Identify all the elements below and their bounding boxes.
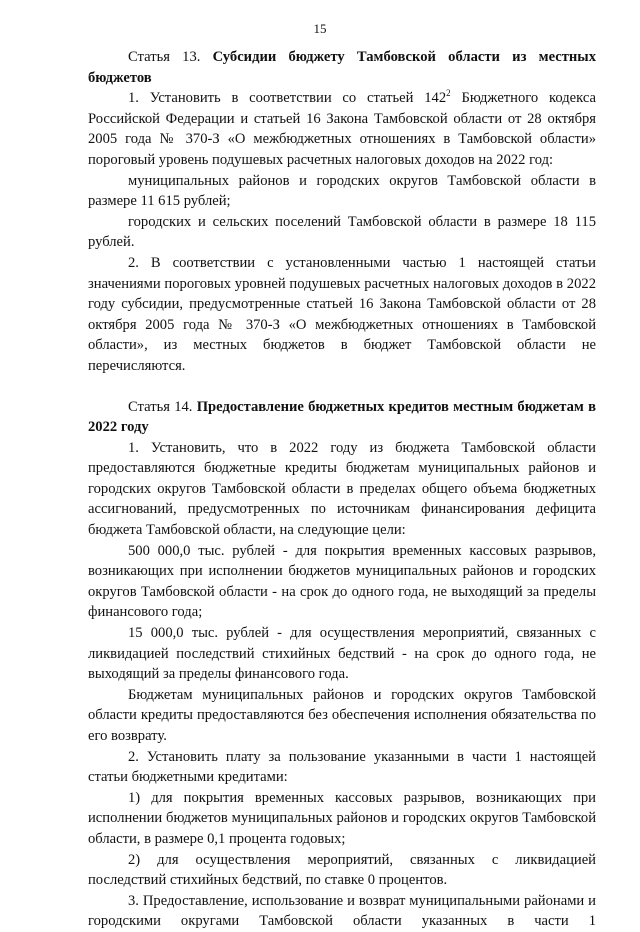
section-gap <box>88 377 596 397</box>
article-14-title: Предоставление бюджетных кредитов местным бюджетам в 2022 году <box>88 398 596 436</box>
page-number: 15 <box>313 21 327 36</box>
article-14-paragraph-8: 3. Предоставление, использование и возврат муниципальными районами и городскими округами Тамбовской области указанных в части 1 <box>88 892 596 930</box>
article-14-label: Статья 14. <box>128 398 193 415</box>
article-13-heading <box>88 47 596 88</box>
article-13-paragraph-3: городских и сельских поселений Тамбовской области в размере 18 115 рублей. <box>88 213 596 251</box>
article-14-paragraph-3: 15 000,0 тыс. рублей - для осуществления мероприятий, связанных с ликвидацией последствий стихийных бедствий - на срок до одного года, не выходящий за пределы финансового года. <box>88 625 596 683</box>
article-14-paragraph-6: 1) для покрытия временных кассовых разрывов, возникающих при исполнении бюджетов муниципальных районов и городских округов Тамбовской области, в размере 0,1 процента годовых; <box>88 789 596 847</box>
article-14-paragraph-4: Бюджетам муниципальных районов и городских округов Тамбовской области кредиты предоставляются без обеспечения исполнения обязательства по его возврату. <box>88 686 596 744</box>
article-14-heading <box>88 397 596 438</box>
article-13-paragraph-4: 2. В соответствии с установленными частью 1 настоящей статьи значениями пороговых уровней подушевых расчетных налоговых доходов в 2022 году субсидии, предусмотренные статьей 16 Закона Тамбовской области от 28 октября 2005 года № 370-З «О межбюджетных отношениях в Тамбовской области», из местных бюджетов в бюджет Тамбовской области не перечисляются. <box>88 254 596 374</box>
article-13-label: Статья 13. <box>128 49 201 65</box>
article-13-paragraph-2: муниципальных районов и городских округов Тамбовской области в размере 11 615 рублей; <box>88 172 596 210</box>
article-13-p1-text-cont: Бюджетного кодекса Российской Федерации и статьей 16 Закона Тамбовской области от 28 октября 2005 года № 370-З «О межбюджетных отношениях в Тамбовской области» пороговый уровень подушевых расчетных налоговых доходов на 2022 год: <box>88 90 596 168</box>
article-13-paragraph-1 <box>88 88 596 170</box>
article-13-title: Субсидии бюджету Тамбовской области из местных бюджетов <box>88 49 596 86</box>
article-13-p1-text: 1. Установить в соответствии со статьей 142 <box>128 90 447 107</box>
article-14-paragraph-5: 2. Установить плату за пользование указанными в части 1 настоящей статьи бюджетными кредитами: <box>88 748 596 786</box>
article-13-p1-superscript: 2 <box>446 88 451 99</box>
article-14-paragraph-2: 500 000,0 тыс. рублей - для покрытия временных кассовых разрывов, возникающих при исполнении бюджетов муниципальных районов и городских округов Тамбовской области - на срок до одного года, не выходящий за пределы финансового года; <box>88 542 596 621</box>
article-14-paragraph-1: 1. Установить, что в 2022 году из бюджета Тамбовской области предоставляются бюджетные кредиты бюджетам муниципальных районов и городских округов Тамбовской области в пределах общего объема бюджетных ассигнований, предусмотренных по источникам финансирования дефицита бюджета Тамбовской области, на следующие цели: <box>88 439 596 539</box>
document-body <box>88 47 596 932</box>
article-14-paragraph-7: 2) для осуществления мероприятий, связанных с ликвидацией последствий стихийных бедствий, по ставке 0 процентов. <box>88 851 596 889</box>
